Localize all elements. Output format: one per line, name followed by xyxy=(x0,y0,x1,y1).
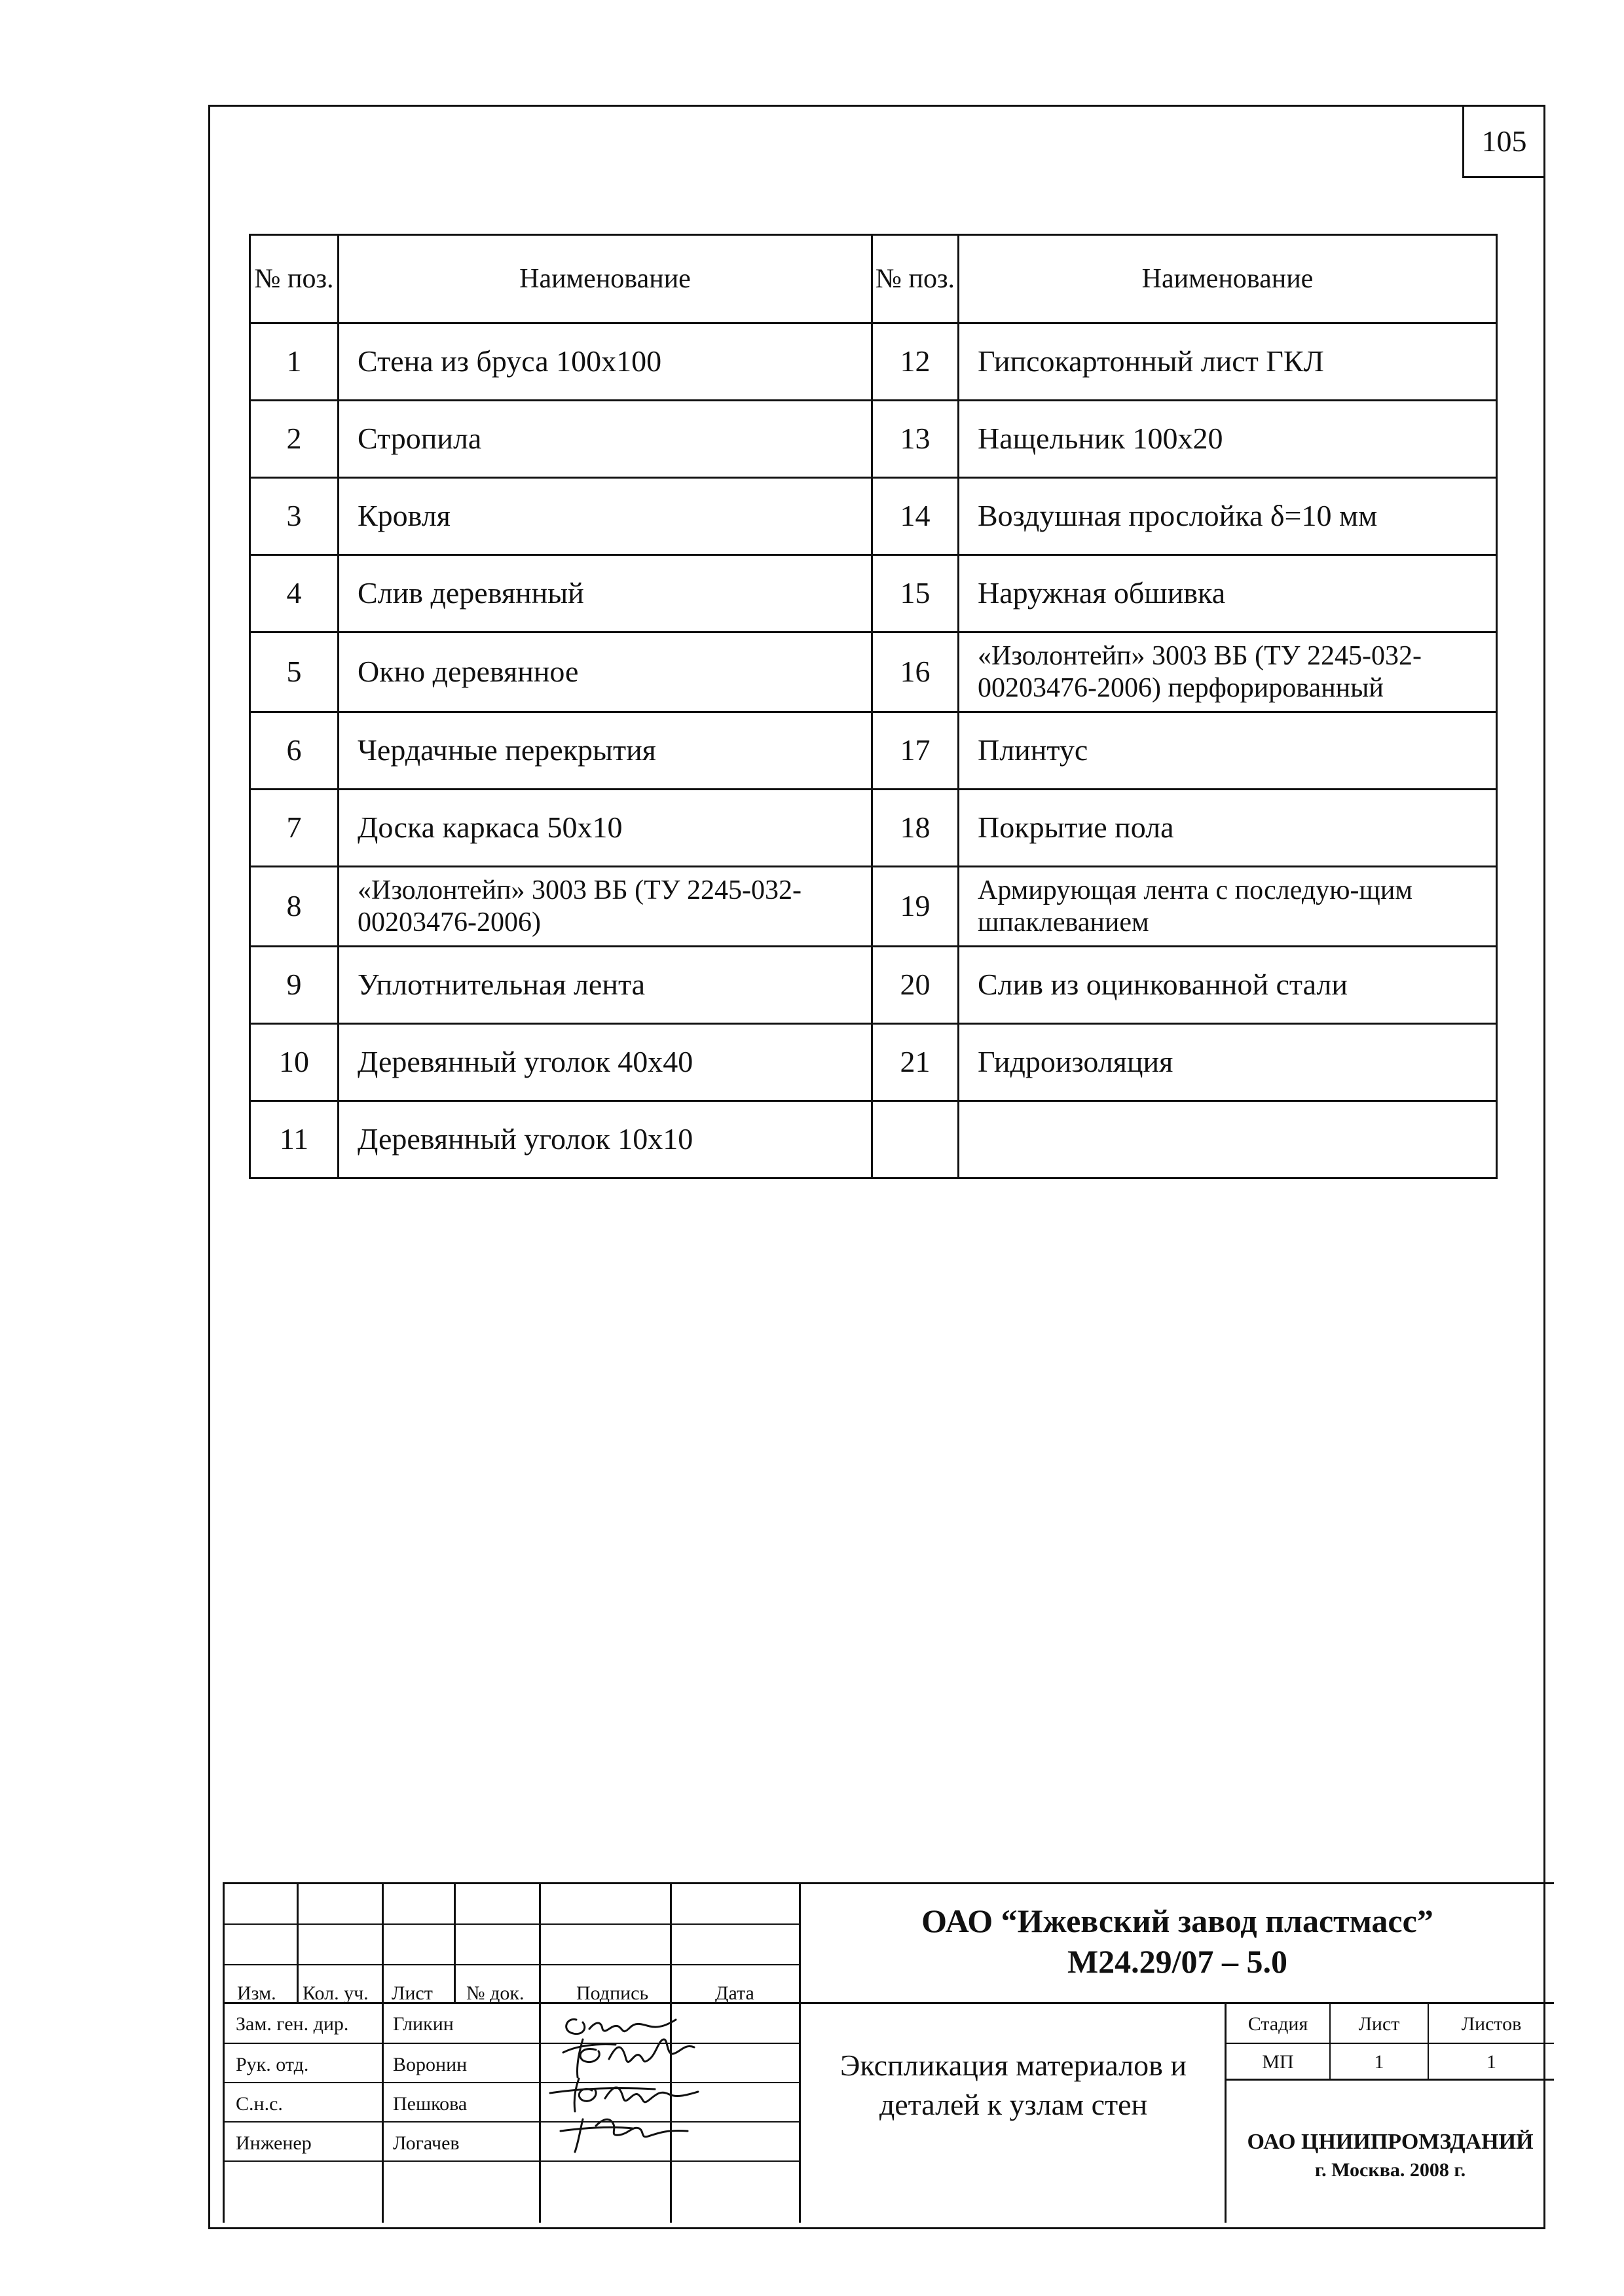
title-block xyxy=(223,1882,1554,2223)
pos-header-left: № поз. xyxy=(250,235,339,323)
table-row xyxy=(250,555,1497,632)
pos-cell: 18 xyxy=(872,790,959,867)
pos-cell: 1 xyxy=(250,323,339,401)
table-row xyxy=(250,401,1497,478)
name-cell: «Изолонтейп» 3003 ВБ (ТУ 2245-032-00203476-2006) xyxy=(339,867,872,947)
staff-role: Инженер xyxy=(236,2132,312,2154)
pos-cell: 10 xyxy=(250,1024,339,1101)
name-cell: Окно деревянное xyxy=(339,632,872,712)
sheet-number: 105 xyxy=(1462,106,1544,178)
pos-cell: 16 xyxy=(872,632,959,712)
staff-name: Воронин xyxy=(393,2054,468,2075)
pos-header-right: № поз. xyxy=(872,235,959,323)
izm-label: Изм. xyxy=(237,1982,276,2004)
name-cell: Чердачные перекрытия xyxy=(339,712,872,790)
podpis-label: Подпись xyxy=(576,1982,649,2004)
sheets-value: 1 xyxy=(1486,2051,1496,2073)
stage-value: МП xyxy=(1262,2051,1294,2073)
data-label: Дата xyxy=(715,1982,754,2004)
pos-cell: 13 xyxy=(872,401,959,478)
name-cell: Слив из оцинкованной стали xyxy=(959,947,1497,1024)
signatures xyxy=(537,2007,825,2177)
table-header-row xyxy=(250,235,1497,323)
name-header-right: Наименование xyxy=(959,235,1497,323)
sheet-value: 1 xyxy=(1374,2051,1384,2073)
staff-name: Логачев xyxy=(393,2132,460,2154)
table-row xyxy=(250,1024,1497,1101)
pos-cell: 2 xyxy=(250,401,339,478)
name-header-left: Наименование xyxy=(339,235,872,323)
sheets-label: Листов xyxy=(1461,2013,1522,2035)
doc-code: М24.29/07 – 5.0 xyxy=(1067,1943,1288,1980)
pos-cell: 6 xyxy=(250,712,339,790)
table-row xyxy=(250,323,1497,401)
name-cell: Деревянный уголок 10х10 xyxy=(339,1101,872,1178)
pos-cell: 15 xyxy=(872,555,959,632)
institute-city: г. Москва. 2008 г. xyxy=(1314,2159,1466,2181)
staff-name: Пешкова xyxy=(393,2093,468,2115)
name-cell: Стропила xyxy=(339,401,872,478)
pos-cell: 11 xyxy=(250,1101,339,1178)
name-cell: Доска каркаса 50х10 xyxy=(339,790,872,867)
list-label: Лист xyxy=(392,1982,433,2004)
name-cell: Деревянный уголок 40х40 xyxy=(339,1024,872,1101)
org-title: ОАО “Ижевский завод пластмасс” xyxy=(921,1903,1433,1939)
name-cell: Кровля xyxy=(339,478,872,555)
pos-cell: 5 xyxy=(250,632,339,712)
staff-role: С.н.с. xyxy=(236,2093,283,2115)
table-row xyxy=(250,867,1497,947)
kol-uch-label: Кол. уч. xyxy=(303,1982,369,2004)
pos-cell: 7 xyxy=(250,790,339,867)
table-row xyxy=(250,790,1497,867)
institute-name: ОАО ЦНИИПРОМЗДАНИЙ xyxy=(1247,2130,1534,2154)
stage-label: Стадия xyxy=(1247,2013,1308,2035)
pos-cell: 3 xyxy=(250,478,339,555)
name-cell: Стена из бруса 100х100 xyxy=(339,323,872,401)
table-row xyxy=(250,478,1497,555)
name-cell: Наружная обшивка xyxy=(959,555,1497,632)
table-row xyxy=(250,947,1497,1024)
name-cell: Гипсокартонный лист ГКЛ xyxy=(959,323,1497,401)
name-cell: «Изолонтейп» 3003 ВБ (ТУ 2245-032-00203476-2006) перфорированный xyxy=(959,632,1497,712)
name-cell xyxy=(959,1101,1497,1178)
doc-name: Экспликация материалов и деталей к узлам стен xyxy=(840,2049,1187,2121)
table-row xyxy=(250,632,1497,712)
pos-cell: 21 xyxy=(872,1024,959,1101)
pos-cell: 9 xyxy=(250,947,339,1024)
pos-cell: 8 xyxy=(250,867,339,947)
table-row xyxy=(250,1101,1497,1178)
materials-table xyxy=(249,234,1498,1179)
staff-name: Гликин xyxy=(393,2013,454,2035)
name-cell: Воздушная прослойка δ=10 мм xyxy=(959,478,1497,555)
pos-cell: 19 xyxy=(872,867,959,947)
pos-cell: 17 xyxy=(872,712,959,790)
name-cell: Гидроизоляция xyxy=(959,1024,1497,1101)
sheet-label: Лист xyxy=(1358,2013,1400,2035)
staff-role: Зам. ген. дир. xyxy=(236,2013,349,2035)
name-cell: Плинтус xyxy=(959,712,1497,790)
name-cell: Слив деревянный xyxy=(339,555,872,632)
pos-cell xyxy=(872,1101,959,1178)
pos-cell: 14 xyxy=(872,478,959,555)
n-dok-label: № док. xyxy=(466,1982,525,2004)
staff-role: Рук. отд. xyxy=(236,2054,309,2075)
name-cell: Покрытие пола xyxy=(959,790,1497,867)
name-cell: Уплотнительная лента xyxy=(339,947,872,1024)
pos-cell: 12 xyxy=(872,323,959,401)
table-row xyxy=(250,712,1497,790)
name-cell: Нащельник 100х20 xyxy=(959,401,1497,478)
pos-cell: 4 xyxy=(250,555,339,632)
pos-cell: 20 xyxy=(872,947,959,1024)
name-cell: Армирующая лента с последую-щим шпаклеванием xyxy=(959,867,1497,947)
